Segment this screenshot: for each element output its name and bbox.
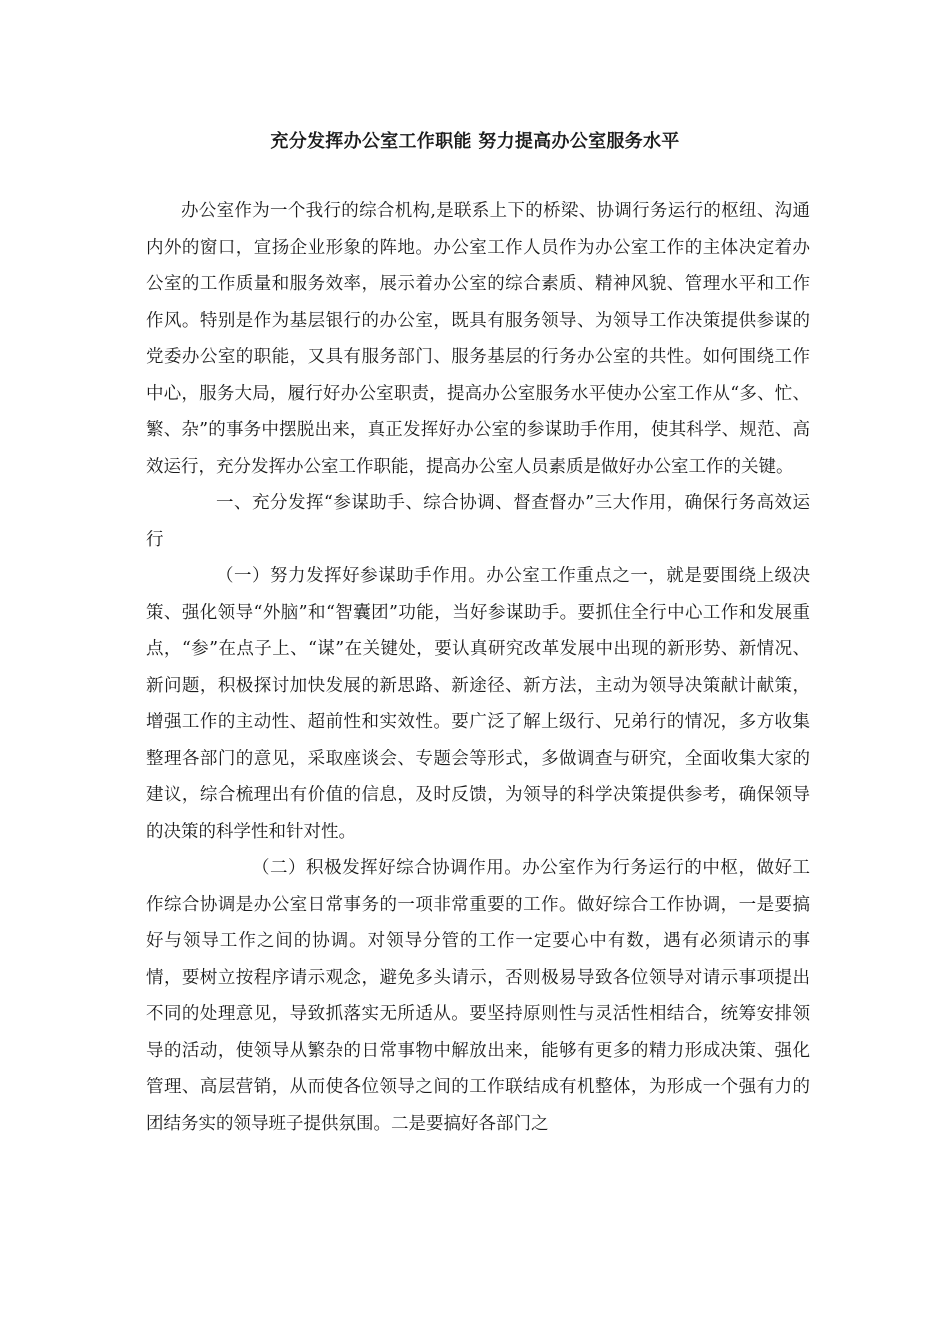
- document-title: 充分发挥办公室工作职能 努力提高办公室服务水平: [270, 131, 680, 152]
- section-heading-1: 一、充分发挥“参谋助手、综合协调、督查督办”三大作用，确保行务高效运行: [146, 493, 810, 550]
- paragraph-intro: 办公室作为一个我行的综合机构,是联系上下的桥梁、协调行务运行的枢纽、沟通内外的窗口，宣扬企业形象的阵地。办公室工作人员作为办公室工作的主体决定着办公室的工作质量和服务效率，展示着办公室的综合素质、精神风貌、管理水平和工作作风。特别是作为基层银行的办公室，既具有服务领导、为领导工作决策提供参谋的党委办公室的职能，又具有服务部门、服务基层的行务办公室的共性。如何围绕工作中心，服务大局，履行好办公室职责，提高办公室服务水平使办公室工作从“多、忙、繁、杂”的事务中摆脱出来，真正发挥好办公室的参谋助手作用，使其科学、规范、高效运行，充分发挥办公室工作职能，提高办公室人员素质是做好办公室工作的关键。: [146, 201, 810, 477]
- document-body: [146, 193, 810, 1142]
- subsection-2-paragraph: （二）积极发挥好综合协调作用。办公室作为行务运行的中枢，做好工作综合协调是办公室日常事务的一项非常重要的工作。做好综合工作协调，一是要搞好与领导工作之间的协调。对领导分管的工作一定要心中有数，遇有必须请示的事情，要树立按程序请示观念，避免多头请示，否则极易导致各位领导对请示事项提出不同的处理意见，导致抓落实无所适从。要坚持原则性与灵活性相结合，统筹安排领导的活动，使领导从繁杂的日常事物中解放出来，能够有更多的精力形成决策、强化管理、高层营销，从而使各位领导之间的工作联结成有机整体，为形成一个强有力的团结务实的领导班子提供氛围。二是要搞好各部门之: [146, 858, 810, 1134]
- subsection-1-paragraph: （一）努力发挥好参谋助手作用。办公室工作重点之一，就是要围绕上级决策、强化领导“外脑”和“智囊团”功能，当好参谋助手。要抓住全行中心工作和发展重点，“参”在点子上、“谋”在关键处，要认真研究改革发展中出现的新形势、新情况、新问题，积极探讨加快发展的新思路、新途径、新方法，主动为领导决策献计献策，增强工作的主动性、超前性和实效性。要广泛了解上级行、兄弟行的情况，多方收集整理各部门的意见，采取座谈会、专题会等形式，多做调查与研究，全面收集大家的建议，综合梳理出有价值的信息，及时反馈，为领导的科学决策提供参考，确保领导的决策的科学性和针对性。: [146, 566, 810, 842]
